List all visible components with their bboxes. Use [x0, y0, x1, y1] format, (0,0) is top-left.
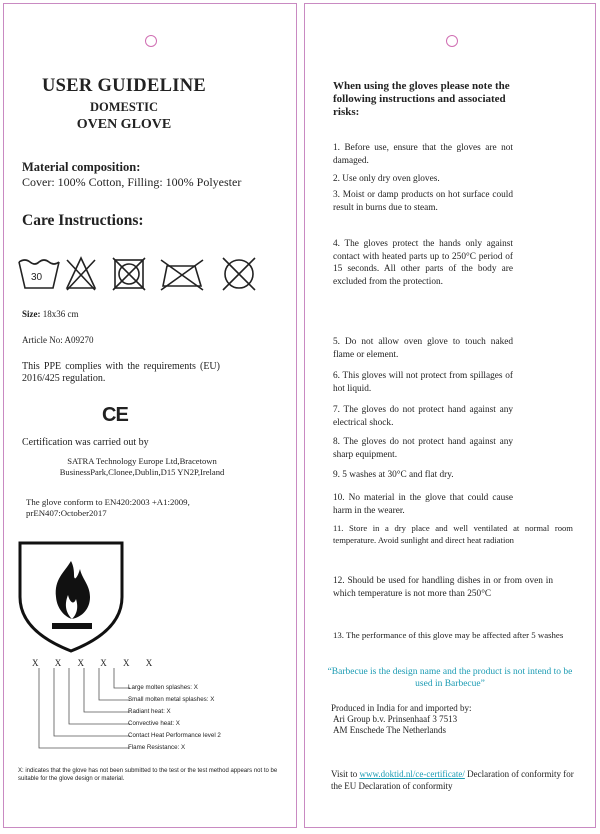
ppe-compliance: This PPE complies with the requirements (EU) 2016/425 regulation.	[22, 361, 220, 384]
guideline-title: USER GUIDELINE	[41, 76, 207, 96]
declaration-line	[331, 768, 581, 792]
legend-contact-heat: Contact Heat Performance level 2	[128, 732, 221, 739]
svg-text:30: 30	[31, 272, 43, 283]
instruction-1: 1. Before use, ensure that the gloves are not damaged.	[333, 143, 513, 166]
size-label: Size:	[22, 309, 41, 319]
subtitle-oven-glove: OVEN GLOVE	[76, 117, 172, 132]
producer-block	[331, 703, 581, 736]
producer-line-3: AM Enschede The Netherlands	[333, 725, 447, 735]
instruction-6: 6. This gloves will not protect from spillages of hot liquid.	[333, 371, 513, 394]
instruction-10: 10. No material in the glove that could cause harm in the wearer.	[333, 493, 513, 516]
instruction-8: 8. The gloves do not protect hand against any sharp equipment.	[333, 437, 513, 460]
certification-body: SATRA Technology Europe Ltd,Bracetown BusinessPark,Clonee,Dublin,D15 YN2P,Ireland	[59, 456, 225, 477]
instruction-13: 13. The performance of this glove may be affected after 5 washes	[333, 630, 564, 640]
legend-flame-resistance: Flame Resistance: X	[128, 744, 186, 751]
legend-large-splashes: Large molten splashes: X	[128, 684, 198, 691]
size-line	[22, 309, 79, 320]
heat-protection-shield-icon	[16, 539, 126, 659]
no-bleach-icon	[67, 258, 95, 290]
article-number: Article No: A09270	[22, 335, 94, 345]
protection-code: X X X X X X	[32, 658, 160, 668]
legend-radiant-heat: Radiant heat: X	[128, 708, 171, 715]
instruction-11: 11. Store in a dry place and well ventilated at normal room temperature. Avoid sunlight and direct heat radiation	[333, 523, 573, 545]
material-text: Cover: 100% Cotton, Filling: 100% Polyester	[22, 175, 242, 189]
material-heading: Material composition:	[22, 160, 141, 174]
care-heading: Care Instructions:	[22, 212, 144, 229]
certificate-link[interactable]: www.doktid.nl/ce-certificate/	[359, 769, 465, 779]
size-value: 18x36 cm	[42, 309, 79, 319]
no-iron-icon	[161, 260, 203, 290]
instruction-7: 7. The gloves do not protect hand against any electrical shock.	[333, 405, 513, 428]
hang-hole	[446, 35, 458, 47]
certification-heading: Certification was carried out by	[22, 437, 149, 448]
barbecue-note: “Barbecue is the design name and the product is not intend to be used in Barbecue”	[327, 667, 573, 689]
subtitle-domestic: DOMESTIC	[89, 100, 159, 114]
instructions-heading: When using the gloves please note the following instructions and associated risks:	[333, 80, 510, 118]
visit-prefix: Visit to	[331, 769, 358, 779]
instruction-4: 4. The gloves protect the hands only against contact with heated parts up to 250°C period of 15 seconds. All other parts of the body are excluded from the protection.	[333, 239, 513, 287]
no-dry-clean-icon	[223, 258, 255, 290]
hang-hole	[145, 35, 157, 47]
right-label-panel	[304, 3, 596, 828]
visit-suffix: Declaration of conformity for the EU Declaration of conformity	[331, 769, 574, 791]
ce-mark: CE	[102, 404, 128, 426]
code-legend-lines	[22, 668, 132, 771]
no-tumble-dry-icon	[113, 258, 145, 290]
care-symbols	[17, 248, 262, 303]
producer-line-1: Produced in India for and imported by:	[331, 703, 472, 713]
instruction-2: 2. Use only dry oven gloves.	[333, 174, 440, 184]
legend-convective-heat: Convective heat: X	[128, 720, 180, 727]
instruction-12: 12. Should be used for handling dishes in or from oven in which temperature is not more than 250°C	[333, 576, 553, 599]
wash-30-icon	[19, 260, 59, 288]
instruction-3: 3. Moist or damp products on hot surface could result in burns due to steam.	[333, 190, 513, 213]
en-conformity: The glove conform to EN420:2003 +A1:2009, prEN407:October2017	[26, 497, 190, 518]
x-footnote: X: indicates that the glove has not been submitted to the test or the test method appears not to be suitable for the glove design or material.	[18, 768, 278, 782]
instruction-5: 5. Do not allow oven glove to touch naked flame or element.	[333, 337, 513, 360]
instruction-9: 9. 5 washes at 30°C and flat dry.	[333, 470, 454, 480]
legend-small-splashes: Small molten metal splashes: X	[128, 696, 215, 703]
producer-line-2: Ari Group b.v. Prinsenhaaf 3 7513	[333, 714, 458, 724]
left-label-panel	[3, 3, 297, 828]
